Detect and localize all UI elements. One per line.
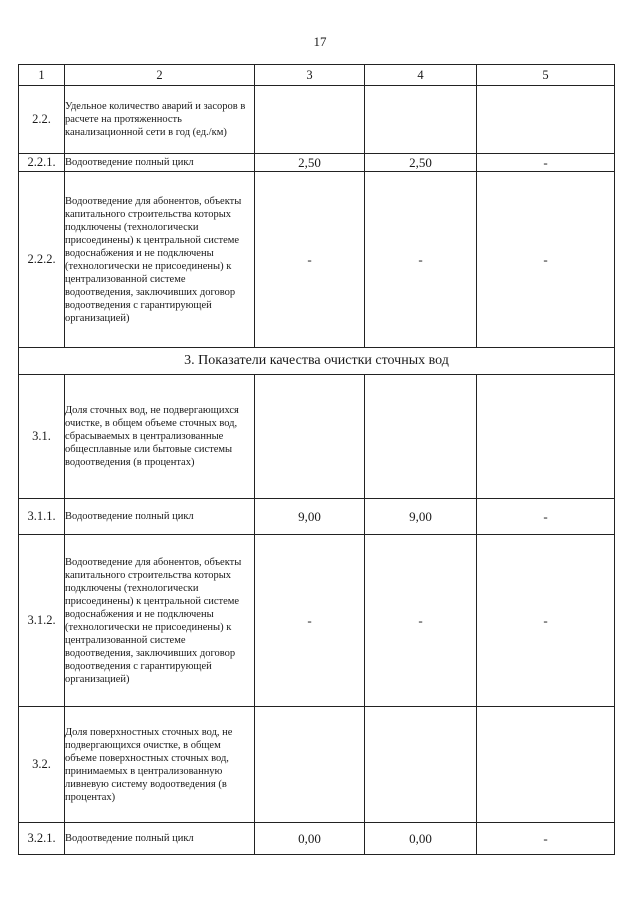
value-col-5: - — [477, 154, 615, 172]
value-col-3 — [255, 86, 365, 154]
column-header: 3 — [255, 65, 365, 86]
value-col-3: 9,00 — [255, 499, 365, 535]
value-col-4 — [365, 86, 477, 154]
row-number: 2.2. — [19, 86, 65, 154]
table-row — [19, 86, 615, 154]
row-description: Водоотведение для абонентов, объекты капитального строительства которых подключены (технологически присоединены) к центральной системе водоснабжения и не подключены (технологически не присоединены) к централизованной системе водоотведения, заключивших договор водоотведения с гарантирующей организацией) — [65, 172, 255, 348]
value-col-3: - — [255, 535, 365, 707]
value-col-3: - — [255, 172, 365, 348]
value-col-4: - — [365, 535, 477, 707]
column-header: 5 — [477, 65, 615, 86]
column-header: 2 — [65, 65, 255, 86]
row-number: 3.1.2. — [19, 535, 65, 707]
value-col-5: - — [477, 823, 615, 855]
value-col-3 — [255, 707, 365, 823]
row-description: Удельное количество аварий и засоров в расчете на протяженность канализационной сети в год (ед./км) — [65, 86, 255, 154]
row-number: 2.2.1. — [19, 154, 65, 172]
row-number: 3.2.1. — [19, 823, 65, 855]
column-header: 1 — [19, 65, 65, 86]
table-row — [19, 375, 615, 499]
table-row — [19, 154, 615, 172]
row-number: 3.1.1. — [19, 499, 65, 535]
table-row — [19, 172, 615, 348]
row-number: 3.2. — [19, 707, 65, 823]
value-col-4: - — [365, 172, 477, 348]
row-description: Водоотведение полный цикл — [65, 154, 255, 172]
value-col-3 — [255, 375, 365, 499]
value-col-4 — [365, 375, 477, 499]
value-col-4: 2,50 — [365, 154, 477, 172]
row-number: 2.2.2. — [19, 172, 65, 348]
row-description: Доля поверхностных сточных вод, не подвергающихся очистке, в общем объеме поверхностных сточных вод, принимаемых в централизованную ливневую систему водоотведения (в процентах) — [65, 707, 255, 823]
table-row — [19, 499, 615, 535]
value-col-3: 2,50 — [255, 154, 365, 172]
value-col-5: - — [477, 535, 615, 707]
table-row — [19, 535, 615, 707]
indicators-table — [18, 64, 615, 855]
value-col-3: 0,00 — [255, 823, 365, 855]
value-col-5: - — [477, 499, 615, 535]
value-col-5: - — [477, 172, 615, 348]
row-description: Водоотведение полный цикл — [65, 499, 255, 535]
row-description: Доля сточных вод, не подвергающихся очистке, в общем объеме сточных вод, сбрасываемых в централизованные общесплавные или бытовые системы водоотведения (в процентах) — [65, 375, 255, 499]
value-col-5 — [477, 707, 615, 823]
value-col-4: 0,00 — [365, 823, 477, 855]
row-description: Водоотведение полный цикл — [65, 823, 255, 855]
section-row — [19, 348, 615, 375]
table-row — [19, 823, 615, 855]
row-number: 3.1. — [19, 375, 65, 499]
value-col-4 — [365, 707, 477, 823]
section-title: 3. Показатели качества очистки сточных вод — [19, 348, 615, 375]
column-header: 4 — [365, 65, 477, 86]
table-row — [19, 707, 615, 823]
value-col-4: 9,00 — [365, 499, 477, 535]
page-number: 17 — [313, 34, 327, 49]
header-row — [19, 65, 615, 86]
value-col-5 — [477, 375, 615, 499]
row-description: Водоотведение для абонентов, объекты капитального строительства которых подключены (технологически присоединены) к центральной системе водоснабжения и не подключены (технологически не присоединены) к централизованной системе водоотведения, заключивших договор водоотведения с гарантирующей организацией) — [65, 535, 255, 707]
value-col-5 — [477, 86, 615, 154]
